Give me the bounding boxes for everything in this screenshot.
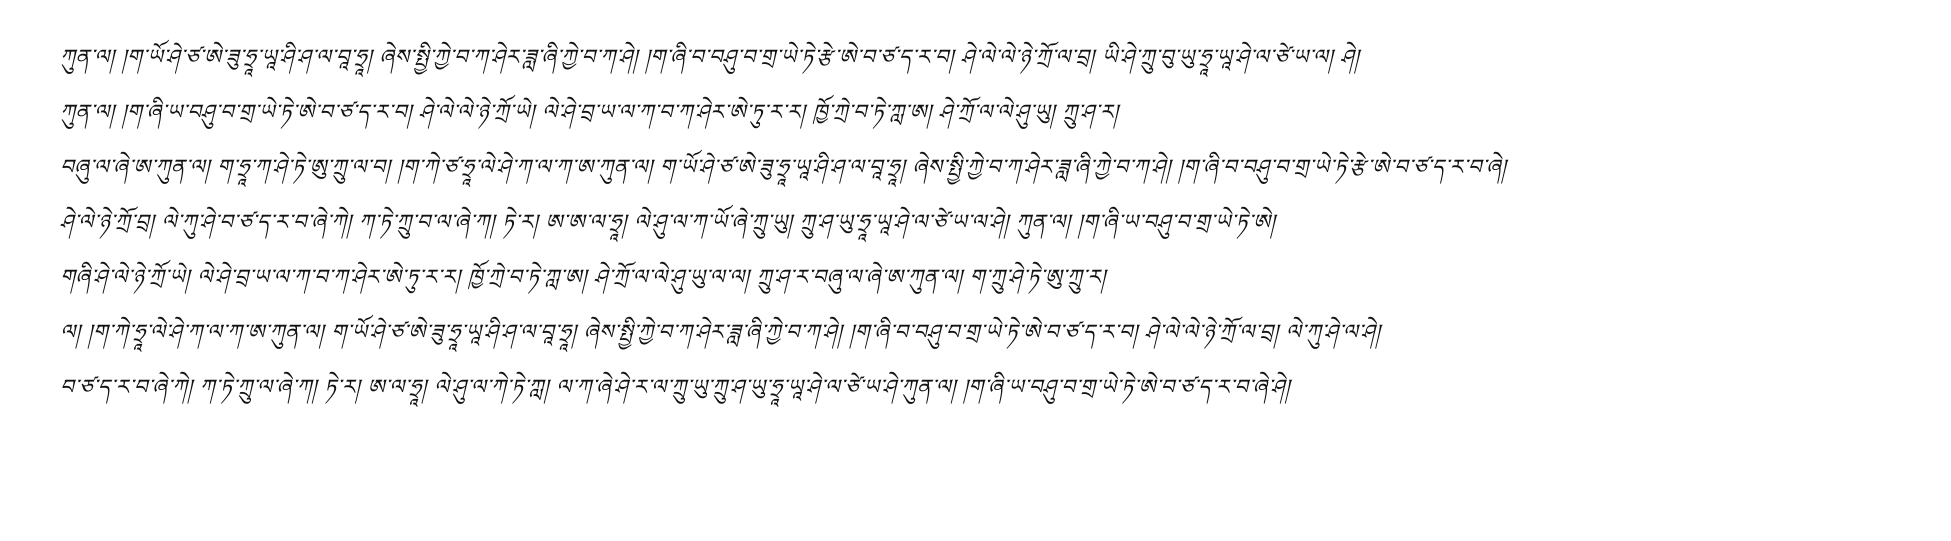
- text-line-2: ཀུན་ལ། །ག་ཞི་ཡ་བཤུ་བ་གྲ་ཡེ་ཏེ་ཨེ་བ་ཙ་ད་ར་བ། ཤེ་ལེ་ལེ་ཉེ་ཀྲོ་ཡེ། ལེ་ཤེ་བྲ་ཡ་ལ་ཀ་བ་ཀ་ཤེར་ཨེ་ཏུ་ར་ར། ཁྱོ་ཀྲེ་བ་ཏེ་ཀླ་ཨ། ཤེ་ཀྲོ་ལ་ལེ་ཤུ་ཡུ། ཀྲུ་ཤ་ར།: [60, 100, 1119, 124]
- text-line-7: བ་ཙ་ད་ར་བ་ཞེ་ཀེ། ཀ་ཏེ་ཀྲུ་ལ་ཞེ་ཀ། ཏེ་ར། ཨ་ལ་ཧྲཱ། ལེ་ཤུ་ལ་ཀེ་ཏེ་ཀླ། ལ་ཀ་ཞེ་ཤེ་ར་ལ་ཀྲུ་ཡུ་ཀྲུ་ཤ་ཡུ་ཧྲཱ་ཡཱ་ཤེ་ལ་ཙེ་ཡ་ཤེ་ཀུན་ལ། །ག་ཞི་ཡ་བཤུ་བ་གྲ་ཡེ་ཏེ་ཨེ་བ་ཙ་ད་ར་བ་ཞེ་ཤེ།: [60, 375, 1291, 399]
- text-line-6: ལ། །ག་ཀེ་ཧྲཱ་ལེ་ཤེ་ཀ་ལ་ཀ་ཨ་ཀུན་ལ། ག་ཡོ་ཤེ་ཙ་ཨེ་ཟུ་ཧྲཱ་ཡཱ་ཤི་ཤ་ལ་བཱ་ཧྲཱ། ཞེས་སྤྱི་ཀྱེ་བ་ཀ་ཤེར་ཟླ་ཞི་ཀྱེ་བ་ཀ་ཤེ། །ག་ཞི་བ་བཤུ་བ་གྲ་ཡེ་ཏེ་ཨེ་བ་ཙ་ད་ར་བ། ཤེ་ལེ་ལེ་ཉེ་ཀྲོ་ལ་བྲ། ལེ་ཀུ་ཤེ་ལ་ཤེ།: [60, 320, 1381, 344]
- text-line-3: བཞུ་ལ་ཞེ་ཨ་ཀུན་ལ། ག་ཧྲཱ་ཀ་ཤེ་ཏེ་ཨུ་ཀྲུ་ལ་བ། །ག་ཀེ་ཙ་ཧྲཱ་ལེ་ཤེ་ཀ་ལ་ཀ་ཨ་ཀུན་ལ། ག་ཡོ་ཤེ་ཙ་ཨེ་ཟུ་ཧྲཱ་ཡཱ་ཤི་ཤ་ལ་བཱ་ཧྲཱ། ཞེས་སྤྱི་ཀྱེ་བ་ཀ་ཤེར་ཟླ་ཞི་ཀྱེ་བ་ཀ་ཤེ། །ག་ཞི་བ་བཤུ་བ་གྲ་ཡེ་ཏེ་རྩེ་ཨེ་བ་ཙ་ད་ར་བ་ཞེ།: [60, 155, 1507, 179]
- text-line-5: གཞི་ཤེ་ལེ་ཉེ་ཀྲོ་ཡེ། ལེ་ཤེ་བྲ་ཡ་ལ་ཀ་བ་ཀ་ཤེར་ཨེ་ཏུ་ར་ར། ཁྱོ་ཀྲེ་བ་ཏེ་ཀླ་ཨ། ཤེ་ཀྲོ་ལ་ལེ་ཤུ་ཡུ་ལ་ལ། ཀྲུ་ཤ་ར་བཞུ་ལ་ཞེ་ཨ་ཀུན་ལ། ག་ཀྲུ་ཤེ་ཏེ་ཨུ་ཀྲུ་ར།: [60, 265, 1106, 289]
- text-block: [60, 30, 1890, 415]
- text-line-4: ཤེ་ལེ་ཉེ་ཀྲོ་བྲ། ལེ་ཀུ་ཤེ་བ་ཙ་ད་ར་བ་ཞེ་ཀེ། ཀ་ཏེ་ཀྲུ་བ་ལ་ཞེ་ཀ། ཏེ་ར། ཨ་ཨ་ལ་ཧྲཱ། ལེ་ཤུ་ལ་ཀ་ཡོ་ཞེ་ཀྲུ་ཡུ། ཀྲུ་ཤ་ཡུ་ཧྲཱ་ཡཱ་ཤེ་ལ་ཙེ་ཡ་ལ་ཤེ། ཀུན་ལ། །ག་ཞི་ཡ་བཤུ་བ་གྲ་ཡེ་ཏེ་ཨེ།: [60, 210, 1276, 234]
- text-line-1: ཀུན་ལ། །ག་ཡོ་ཤེ་ཙ་ཨེ་ཟུ་ཧྲཱ་ཡཱ་ཤི་ཤ་ལ་བཱ་ཧྲཱ། ཞེས་སྤྱི་ཀྱེ་བ་ཀ་ཤེར་ཟླ་ཞི་ཀྱེ་བ་ཀ་ཤེ། །ག་ཞི་བ་བཤུ་བ་གྲ་ཡེ་ཏེ་རྩེ་ཨེ་བ་ཙ་ད་ར་བ། ཤེ་ལེ་ལེ་ཉེ་ཀྲོ་ལ་བྲ། ཡི་ཤེ་ཀྲུ་བུ་ཡུ་ཧྲཱ་ཡཱ་ཤེ་ལ་ཙེ་ཡ་ལ། ཤེ།: [60, 45, 1360, 69]
